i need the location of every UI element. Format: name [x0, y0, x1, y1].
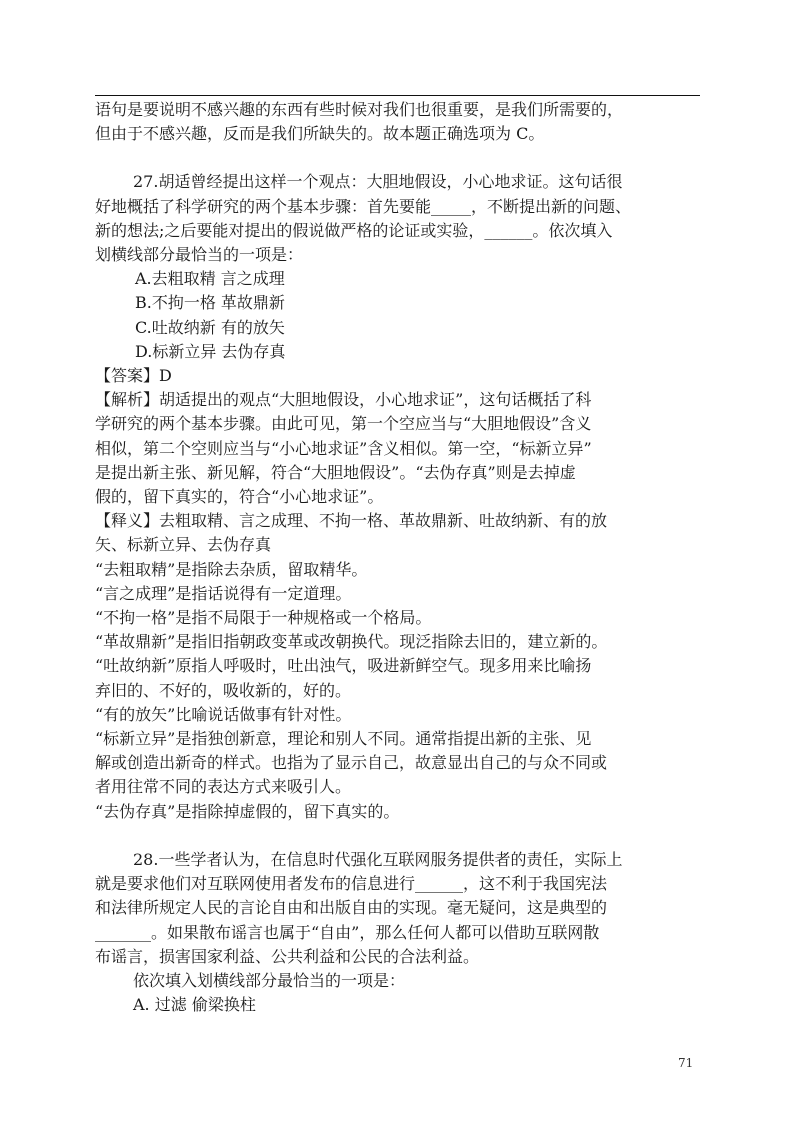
glossary-line: 矢、标新立异、去伪存真: [95, 535, 272, 555]
question-27-stem-line: 27.胡适曾经提出这样一个观点：大胆地假设，小心地求证。这句话很: [133, 172, 623, 192]
analysis-line: 假的，留下真实的，符合“小心地求证”。: [95, 487, 384, 507]
question-27-stem-line: 新的想法;之后要能对提出的假说做严格的论证或实验，______。依次填入: [95, 220, 613, 240]
glossary-line: “革故鼎新”是指旧指朝政变革或改朝换代。现泛指除去旧的，建立新的。: [95, 632, 608, 652]
glossary-line: “言之成理”是指话说得有一定道理。: [95, 583, 352, 603]
question-28-stem-line: 28.一些学者认为，在信息时代强化互联网服务提供者的责任，实际上: [133, 849, 623, 869]
glossary-line: “去粗取精”是指除去杂质，留取精华。: [95, 559, 368, 579]
glossary-line: 者用往常不同的表达方式来吸引人。: [95, 777, 352, 797]
analysis-line: 相似，第二个空则应当与“小心地求证”含义相似。第一空，“标新立异”: [95, 438, 592, 458]
question-28-stem-line: _______。如果散布谣言也属于“自由”，那么任何人都可以借助互联网散: [95, 922, 600, 942]
paragraph-gap: [95, 824, 707, 848]
question-27-option-a: A.去粗取精 言之成理: [135, 269, 285, 289]
question-27-stem-line: 划横线部分最恰当的一项是：: [95, 245, 304, 265]
page-content: [95, 98, 707, 1017]
question-27-option-b: B.不拘一格 革故鼎新: [135, 293, 285, 313]
question-28-stem-line: 布谣言，损害国家利益、公共利益和公民的合法利益。: [95, 946, 480, 966]
glossary-line: 解或创造出新奇的样式。也指为了显示自己，故意显出自己的与众不同或: [95, 753, 608, 773]
question-28-stem-line: 就是要求他们对互联网使用者发布的信息进行______，这不利于我国宪法: [95, 874, 608, 894]
analysis-line: 是提出新主张、新见解，符合“大胆地假设”。“去伪存真”则是去掉虚: [95, 462, 576, 482]
paragraph-gap: [95, 146, 707, 170]
glossary-line: “有的放矢”比喻说话做事有针对性。: [95, 704, 352, 724]
glossary-line: “标新立异”是指独创新意，理论和别人不同。通常指提出新的主张、见: [95, 729, 592, 749]
question-27-option-d: D.标新立异 去伪存真: [135, 341, 286, 361]
analysis-line: 【解析】胡适提出的观点“大胆地假设，小心地求证”，这句话概括了科: [95, 390, 592, 410]
question-28-prompt: 依次填入划横线部分最恰当的一项是：: [133, 970, 406, 990]
glossary-line: “吐故纳新”原指人呼吸时，吐出浊气，吸进新鲜空气。现多用来比喻扬: [95, 656, 592, 676]
page-number: 71: [678, 1056, 694, 1070]
glossary-line: 弃旧的、不好的，吸收新的，好的。: [95, 680, 352, 700]
question-27-answer: 【答案】D: [95, 366, 172, 386]
question-27-option-c: C.吐故纳新 有的放矢: [135, 317, 285, 337]
glossary-line: “不拘一格”是指不局限于一种规格或一个格局。: [95, 608, 432, 628]
header-rule: [95, 95, 700, 96]
question-28-stem-line: 和法律所规定人民的言论自由和出版自由的实现。毫无疑问，这是典型的: [95, 898, 608, 918]
text-line: 语句是要说明不感兴趣的东西有些时候对我们也很重要，是我们所需要的，: [95, 100, 624, 119]
analysis-line: 学研究的两个基本步骤。由此可见，第一个空应当与“大胆地假设”含义: [95, 414, 592, 434]
question-28-option-a: A. 过滤 偷梁换柱: [133, 995, 256, 1015]
glossary-line: 【释义】去粗取精、言之成理、不拘一格、革故鼎新、吐故纳新、有的放: [95, 511, 608, 531]
glossary-line: “去伪存真”是指除掉虚假的，留下真实的。: [95, 801, 400, 821]
question-27-stem-line: 好地概括了科学研究的两个基本步骤：首先要能_____，不断提出新的问题、: [95, 196, 632, 216]
text-line: 但由于不感兴趣，反而是我们所缺失的。故本题正确选项为 C。: [95, 124, 545, 144]
